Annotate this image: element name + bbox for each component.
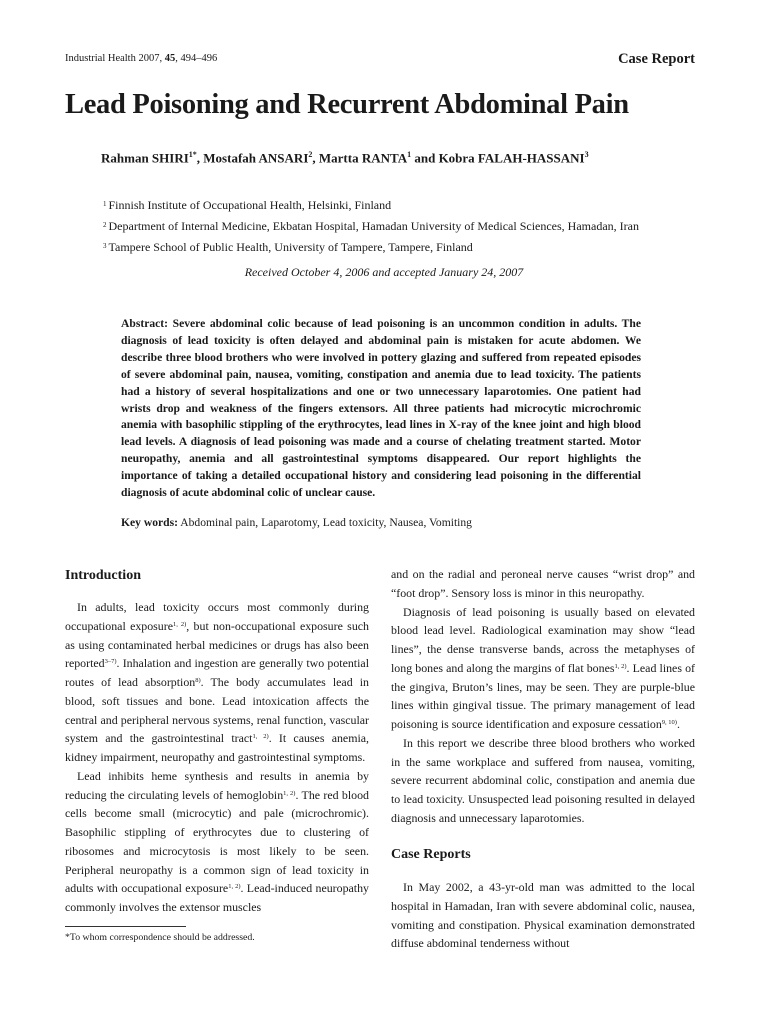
footnote-divider bbox=[65, 926, 186, 927]
section-heading-case-reports: Case Reports bbox=[391, 847, 471, 862]
author-affiliation-mark: 1 bbox=[407, 150, 412, 159]
body-paragraph: In adults, lead toxicity occurs most commonly during occupational exposure$^{1, 2)}$, but non-occupational exposure such as using contaminated herbal medicines or drugs has also been reported$^{3-7)}$. Inhalation and ingestion are generally two potential routes of lead absorption$^{8)}$. The body accumulates lead in blood, soft tissues and bone. Lead intoxication affects the central and peripheral nervous systems, renal function, vascular system and the gastrointestinal tract$^{1, 2)}$. It causes anemia, kidney impairment, neuropathy and gastrointestinal symptoms. Lead inhibits heme synthesis and results in anemia by reducing the circulating levels of hemoglobin$^{1, 2)}$. The red blood cells become small (microcytic) and pale (microchromic). Basophilic stippling of erythrocytes due to clustering of ribosomes and microcytosis is most likely to be seen. Peripheral neuropathy is a common sign of lead toxicity in adults with occupational exposure$^{1, 2)}$. Lead-induced neuropathy commonly involves the extensor muscles bbox=[65, 600, 370, 914]
affiliation-list bbox=[103, 194, 703, 257]
body-paragraph: and on the radial and peroneal nerve causes “wrist drop” and “foot drop”. Sensory loss is minor in this neuropathy. Diagnosis of lead poisoning is usually based on elevated blood lead level. Radiological examination may show “lead lines”, the dense transverse bands, across the metaphyses of long bones and along the margins of flat bones$^{1, 2)}$. Lead lines of the gingiva, Bruton’s lines, may be seen. They are purple-blue lines within gingival tissue. The primary management of lead poisoning is source identification and exposure cessation$^{9, 10)}$. In this report we describe three blood brothers who worked in the same workplace and suffered from nausea, vomiting, severe recurrent abdominal colic, constipation and anemia due to lead toxicity. Unsuspected lead poisoning resulted in delayed diagnosis and unnecessary laparotomies. bbox=[391, 567, 695, 825]
section-heading-introduction: Introduction bbox=[65, 568, 141, 583]
author-list: Rahman $SHIRI^{1*}$, Mostafah ANSARI$^2$, Martta RANTA$^1$ and Kobra FALAH-HASSANI$^3$ bbox=[101, 150, 589, 166]
affiliation-item: $^1$ Finnish Institute of Occupational Health, Helsinki, Finland bbox=[103, 198, 392, 212]
abstract: Abstract: Severe abdominal colic because of lead poisoning is an uncommon condition in adults. The diagnosis of lead toxicity is often delayed and abdominal pain is mistaken for acute abdomen. We describe three blood brothers who were involved in pottery glazing and suffered from repeated episodes of severe abdominal pain, nausea, vomiting, constipation and anemia due to lead toxicity. The patients had a history of several hospitalizations and one or two unnecessary laparotomies. One patient had wrists drop and weakness of the fingers extensors. All three patients had microcytic microchromic anemia with basophilic stippling of the erythrocytes, lead lines in X-ray of the knee joint and high blood lead levels. A diagnosis of lead poisoning was made and a course of chelating treatment started. Motor neuropathy, anemia and all gastrointestinal symptoms disappeared. Our report highlights the importance of taking a detailed occupational history and considering lead poisoning in the differential diagnosis of acute abdominal colic of unclear cause. bbox=[121, 317, 641, 500]
author-affiliation-mark: 1* bbox=[188, 150, 197, 159]
affiliation-item: $^3$ Tampere School of Public Health, University of Tampere, Tampere, Finland bbox=[103, 240, 473, 254]
keywords-text: Abdominal pain, Laparotomy, Lead toxicity, Nausea, Vomiting bbox=[180, 516, 472, 529]
author-name: Mostafah ANSARI bbox=[203, 150, 309, 166]
author-name: Rahman SHIRI bbox=[101, 150, 189, 166]
author-name: Kobra FALAH-HASSANI bbox=[438, 150, 585, 166]
author-affiliation-mark: 3 bbox=[584, 150, 589, 159]
body-paragraph: In May 2002, a 43-yr-old man was admitted to the local hospital in Hamadan, Iran with severe abdominal colic, nausea, vomiting and constipation. Physical examination demonstrated diffuse abdominal tenderness without bbox=[391, 880, 695, 951]
keywords bbox=[121, 516, 661, 529]
article-title: Lead Poisoning and Recurrent Abdominal Pain bbox=[65, 89, 629, 120]
correspondence-footnote: *To whom correspondence should be addressed. bbox=[65, 932, 255, 943]
author-name: Martta RANTA bbox=[318, 150, 408, 166]
journal-citation: Industrial Health 2007, 45, 494–496 bbox=[65, 53, 218, 64]
article-type-label: Case Report bbox=[618, 51, 695, 67]
keywords-label: Key words: bbox=[121, 516, 178, 529]
running-head bbox=[65, 51, 695, 69]
author-affiliation-mark: 2 bbox=[308, 150, 313, 159]
received-dates: Received October 4, 2006 and accepted January 24, 2007 bbox=[244, 265, 524, 279]
affiliation-item: $^2$ Department of Internal Medicine, Ekbatan Hospital, Hamadan University of Medical Sciences, Hamadan, Iran bbox=[103, 219, 639, 233]
